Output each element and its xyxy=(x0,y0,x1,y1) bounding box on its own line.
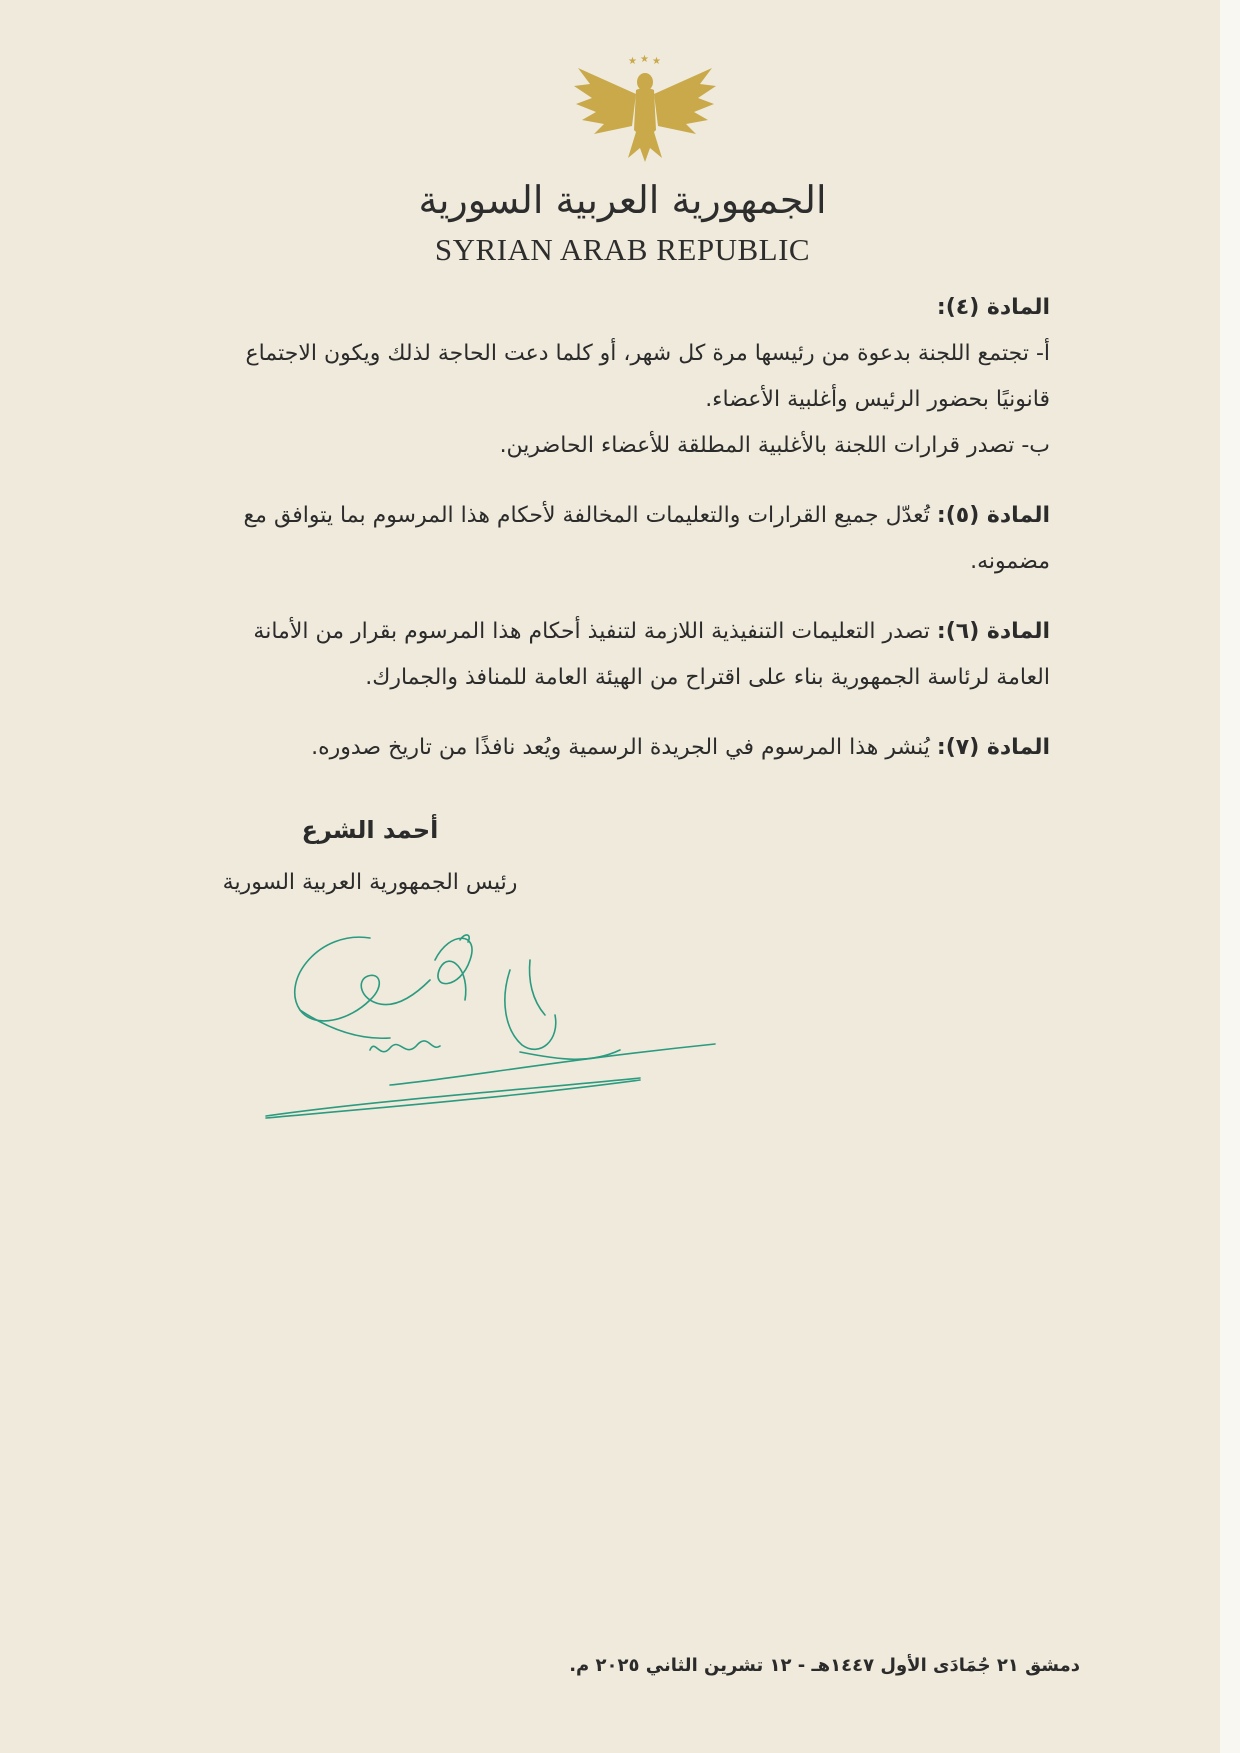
article-4-heading: المادة (٤): xyxy=(936,295,1050,320)
signatory-name: أحمد الشرع xyxy=(301,816,439,844)
republic-title-arabic: الجمهورية العربية السورية xyxy=(418,178,827,222)
signatory-title: رئيس الجمهورية العربية السورية xyxy=(222,870,518,895)
page-edge xyxy=(1220,0,1240,1753)
article-7 xyxy=(230,725,1050,771)
article-6-label: المادة (٦): xyxy=(936,619,1050,644)
handwritten-signature xyxy=(260,920,720,1170)
date-footer: دمشق ٢١ جُمَادَى الأول ١٤٤٧هـ - ١٢ تشرين الثاني ٢٠٢٥ م. xyxy=(569,1655,1080,1676)
article-4-paragraph-a: أ- تجتمع اللجنة بدعوة من رئيسها مرة كل شهر، أو كلما دعت الحاجة لذلك ويكون الاجتماع قانونيًا بحضور الرئيس وأغلبية الأعضاء. xyxy=(245,341,1050,412)
golden-eagle-emblem-icon xyxy=(570,50,720,170)
article-6-text: تصدر التعليمات التنفيذية اللازمة لتنفيذ أحكام هذا المرسوم بقرار من الأمانة العامة لرئاسة الجمهورية بناء على اقتراح من الهيئة العامة للمنافذ والجمارك. xyxy=(253,619,1050,690)
svg-text:★: ★ xyxy=(640,54,649,65)
article-5-text: تُعدّل جميع القرارات والتعليمات المخالفة لأحكام هذا المرسوم بما يتوافق مع مضمونه. xyxy=(243,503,1050,574)
article-7-label: المادة (٧): xyxy=(936,735,1050,760)
article-7-text: يُنشر هذا المرسوم في الجريدة الرسمية ويُعد نافذًا من تاريخ صدوره. xyxy=(311,735,930,760)
svg-text:★: ★ xyxy=(628,56,637,67)
article-5 xyxy=(230,493,1050,585)
svg-text:★: ★ xyxy=(652,56,661,67)
article-5-label: المادة (٥): xyxy=(936,503,1050,528)
article-6 xyxy=(230,609,1050,701)
decree-body xyxy=(230,285,1050,771)
article-4-paragraph-b: ب- تصدر قرارات اللجنة بالأغلبية المطلقة للأعضاء الحاضرين. xyxy=(499,433,1050,458)
signatory-block xyxy=(180,816,560,895)
republic-title-english: SYRIAN ARAB REPUBLIC xyxy=(434,232,811,267)
